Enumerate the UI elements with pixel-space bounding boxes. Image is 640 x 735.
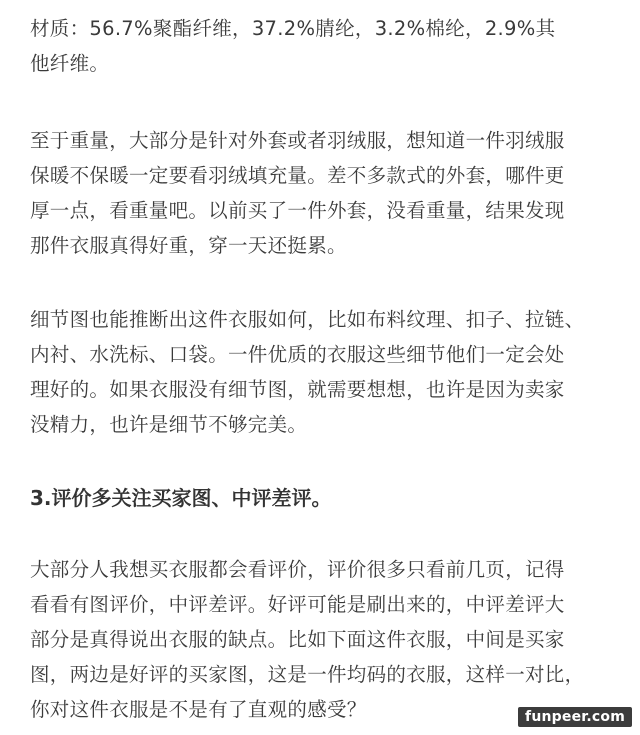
text-line: 看看有图评价，中评差评。好评可能是刷出来的，中评差评大: [30, 593, 565, 616]
paragraph-material: [30, 11, 555, 81]
text-line: 保暖不保暖一定要看羽绒填充量。差不多款式的外套，哪件更: [30, 164, 565, 187]
watermark-logo: funpeer.com: [518, 707, 632, 727]
text-line: 部分是真得说出衣服的缺点。比如下面这件衣服，中间是买家: [30, 628, 565, 651]
section-heading: 3.评价多关注买家图、中评差评。: [30, 486, 332, 510]
text-line: 细节图也能推断出这件衣服如何，比如布料纹理、扣子、拉链、: [30, 308, 585, 331]
paragraph-details: [30, 302, 584, 442]
paragraph-weight: [30, 123, 565, 263]
text-line: 他纤维。: [30, 52, 110, 75]
text-line: 厚一点，看重量吧。以前买了一件外套，没看重量，结果发现: [30, 199, 565, 222]
text-line: 那件衣服真得好重，穿一天还挺累。: [30, 234, 347, 257]
text-line: 材质：56.7%聚酯纤维，37.2%腈纶，3.2%棉纶，2.9%其: [30, 17, 556, 40]
text-line: 内衬、水洗标、口袋。一件优质的衣服这些细节他们一定会处: [30, 343, 565, 366]
text-line: 图，两边是好评的买家图，这是一件均码的衣服，这样一对比，: [30, 663, 585, 686]
text-line: 至于重量，大部分是针对外套或者羽绒服，想知道一件羽绒服: [30, 129, 565, 152]
text-line: 没精力，也许是细节不够完美。: [30, 413, 308, 436]
paragraph-reviews: [30, 552, 584, 727]
text-line: 大部分人我想买衣服都会看评价，评价很多只看前几页，记得: [30, 558, 565, 581]
text-line: 理好的。如果衣服没有细节图，就需要想想，也许是因为卖家: [30, 378, 565, 401]
text-line: 你对这件衣服是不是有了直观的感受？: [30, 698, 367, 721]
